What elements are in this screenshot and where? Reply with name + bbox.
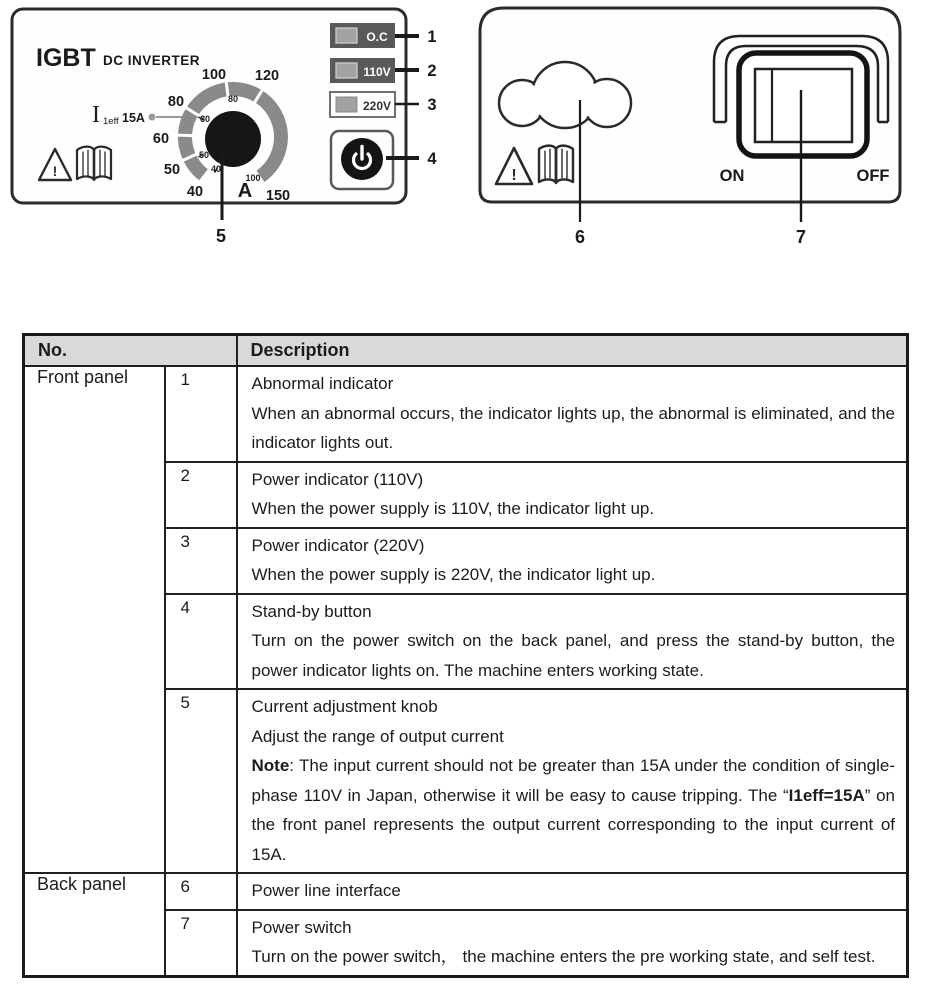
item-body: When an abnormal occurs, the indicator lights up, the abnormal is eliminated, and the indicator lights out. bbox=[251, 403, 895, 452]
row-number: 5 bbox=[165, 689, 237, 873]
switch-rocker bbox=[755, 69, 852, 142]
header-description: Description bbox=[237, 335, 908, 367]
scale-label: 40 bbox=[186, 184, 204, 200]
item-title: Stand-by button bbox=[251, 601, 372, 621]
scale-label: 50 bbox=[198, 150, 210, 160]
note-text: : The input current should not be greater than 15A under the condition of single-phase 110V in Japan, otherwise it will be easy to cause tripping. The “ bbox=[251, 756, 895, 805]
item-title: Power indicator (220V) bbox=[251, 535, 425, 555]
scale-label: 80 bbox=[167, 94, 185, 110]
item-body: When the power supply is 220V, the indicator light up. bbox=[251, 565, 656, 584]
callout-number: 4 bbox=[427, 150, 437, 168]
led-icon bbox=[336, 28, 357, 43]
table-row bbox=[24, 366, 908, 462]
item-title: Current adjustment knob bbox=[251, 697, 438, 716]
indicator-110v bbox=[330, 58, 395, 83]
item-title: Abnormal indicator bbox=[251, 374, 394, 393]
scale-label: 40 bbox=[210, 164, 222, 174]
scale-label: 80 bbox=[227, 94, 239, 104]
back-panel-illustration bbox=[460, 0, 929, 250]
current-knob[interactable] bbox=[205, 111, 261, 167]
row-description bbox=[237, 873, 908, 910]
scale-label: 100 bbox=[245, 173, 261, 183]
item-title: Power line interface bbox=[251, 881, 401, 900]
scale-label: 50 bbox=[163, 162, 181, 178]
item-title: Power switch bbox=[251, 917, 352, 937]
row-number: 6 bbox=[165, 873, 237, 910]
front-panel-illustration bbox=[0, 0, 460, 250]
row-number: 3 bbox=[165, 528, 237, 594]
product-title: IGBT bbox=[36, 44, 96, 72]
item-body: When the power supply is 110V, the indicator light up. bbox=[251, 499, 655, 518]
svg-text:!: ! bbox=[511, 167, 517, 184]
switch-on-label: ON bbox=[719, 167, 745, 185]
product-subtitle: DC INVERTER bbox=[103, 53, 201, 68]
rating-value: 15A bbox=[122, 111, 145, 125]
callout-number: 7 bbox=[795, 227, 807, 247]
row-description bbox=[237, 910, 908, 977]
rating-symbol: I bbox=[92, 102, 100, 128]
rating-leader-dot bbox=[149, 114, 156, 121]
item-body: Turn on the power switch， the machine enters the pre working state, and self test. bbox=[251, 947, 876, 966]
item-note bbox=[252, 751, 896, 869]
scale-label: 120 bbox=[254, 68, 280, 84]
group-back-panel: Back panel bbox=[24, 873, 165, 976]
row-number: 1 bbox=[165, 366, 237, 462]
table-header-row bbox=[24, 335, 908, 367]
scale-label: 60 bbox=[152, 131, 170, 147]
row-description bbox=[237, 528, 908, 594]
callout-number: 3 bbox=[427, 96, 437, 114]
scale-label: 150 bbox=[265, 188, 291, 204]
callout-number: 6 bbox=[574, 227, 586, 247]
row-description bbox=[237, 366, 908, 462]
stand-by-button[interactable] bbox=[331, 131, 393, 189]
item-body: Turn on the power switch on the back panel, and press the stand-by button, the power indicator lights on. The machine enters working state. bbox=[251, 631, 895, 680]
indicator-oc bbox=[330, 23, 395, 48]
header-no: No. bbox=[24, 335, 237, 367]
callout-numbers bbox=[575, 227, 806, 247]
row-number: 7 bbox=[165, 910, 237, 977]
switch-off-label: OFF bbox=[856, 167, 890, 185]
note-label: Note bbox=[251, 756, 290, 775]
row-number: 4 bbox=[165, 594, 237, 690]
callout-number: 5 bbox=[215, 226, 227, 246]
description-table bbox=[22, 333, 909, 978]
svg-text:!: ! bbox=[52, 163, 58, 179]
callout-number: 1 bbox=[427, 28, 437, 46]
item-body: Adjust the range of output current bbox=[251, 726, 504, 746]
ampere-unit-label: A bbox=[237, 180, 253, 202]
note-text: ” on the front panel represents the output current corresponding to the input current of 15A. bbox=[251, 785, 895, 864]
rating-subscript: 1eff bbox=[103, 116, 119, 127]
led-icon bbox=[336, 97, 357, 112]
table-row bbox=[24, 873, 908, 910]
row-number: 2 bbox=[165, 462, 237, 528]
scale-label: 60 bbox=[199, 114, 211, 124]
row-description bbox=[237, 462, 908, 528]
indicator-label: 110V bbox=[363, 65, 391, 79]
group-front-panel: Front panel bbox=[24, 366, 165, 873]
led-icon bbox=[336, 63, 357, 78]
indicator-220v bbox=[330, 92, 395, 117]
indicator-label: O.C bbox=[366, 30, 388, 44]
scale-label: 100 bbox=[201, 67, 227, 83]
callout-number: 2 bbox=[427, 62, 437, 80]
note-rating: I1eff=15A bbox=[788, 785, 865, 805]
row-description bbox=[237, 689, 908, 873]
row-description bbox=[237, 594, 908, 690]
indicator-label: 220V bbox=[362, 99, 392, 113]
item-title: Power indicator (110V) bbox=[251, 469, 424, 489]
